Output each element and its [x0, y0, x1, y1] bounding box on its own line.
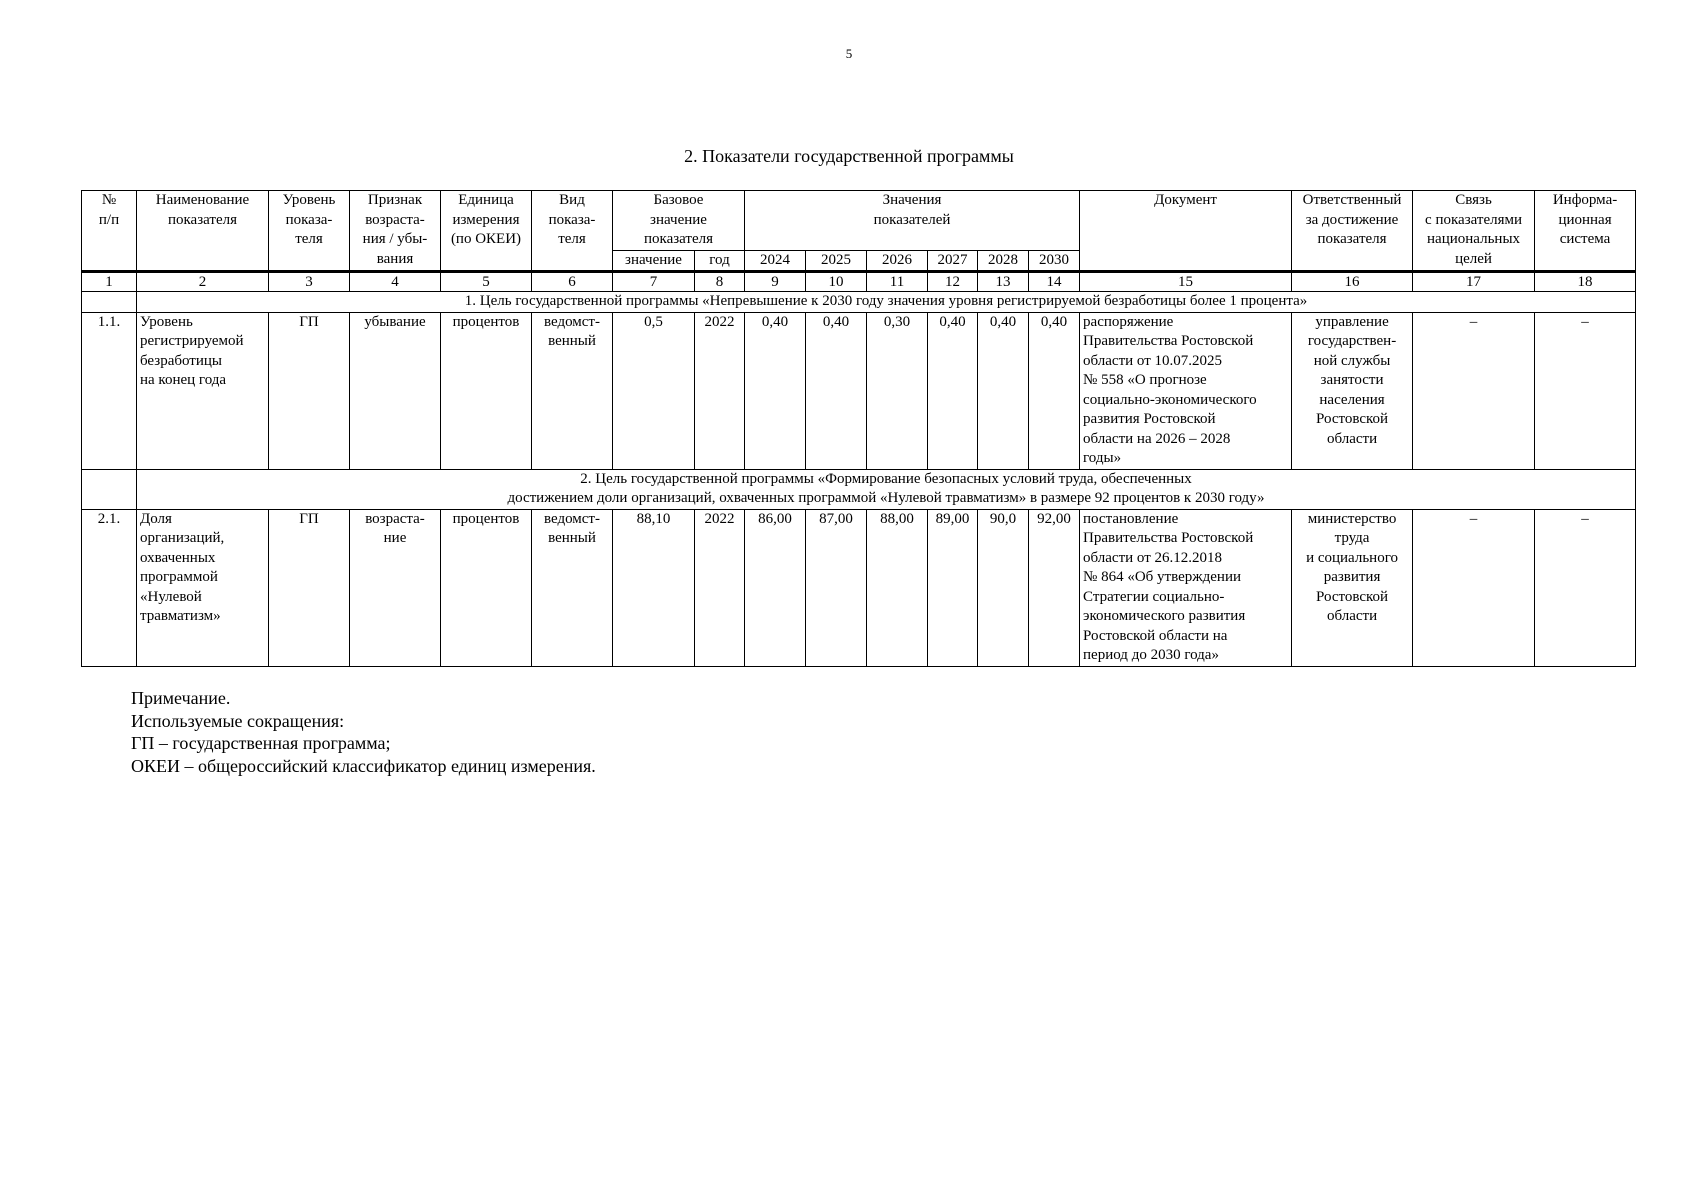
column-number: 11 — [867, 272, 928, 292]
text-line: с показателями — [1425, 211, 1523, 228]
text-line: Ростовской области на — [1083, 627, 1228, 644]
base-value: 88,10 — [613, 509, 695, 666]
column-number: 3 — [269, 272, 350, 292]
column-number: 4 — [350, 272, 441, 292]
year-value: 0,40 — [745, 312, 806, 469]
column-number: 7 — [613, 272, 695, 292]
column-number: 2 — [137, 272, 269, 292]
header-base-year: год — [695, 250, 745, 272]
notes-abbreviations-label: Используемые сокращения: — [131, 710, 345, 731]
header-year: 2024 — [745, 250, 806, 272]
text-line: показа- — [285, 211, 333, 228]
header-link — [1413, 191, 1535, 272]
text-line: труда — [1334, 530, 1370, 546]
text-line: № 558 «О прогнозе — [1083, 372, 1207, 388]
goal-row — [82, 469, 1636, 509]
column-number: 15 — [1080, 272, 1292, 292]
indicators-table — [81, 190, 1636, 667]
column-number: 9 — [745, 272, 806, 292]
notes-abbreviation-gp: ГП – государственная программа; — [131, 733, 391, 753]
column-number: 5 — [441, 272, 532, 292]
info-system-cell: – — [1535, 509, 1636, 666]
text-line: государствен- — [1307, 333, 1397, 349]
text-line: Ростовской — [1315, 411, 1389, 427]
header-year: 2027 — [928, 250, 978, 272]
header-year: 2025 — [806, 250, 867, 272]
text-line: области от 26.12.2018 — [1083, 549, 1223, 566]
year-value: 0,40 — [928, 312, 978, 469]
column-number: 6 — [532, 272, 613, 292]
base-value: 0,5 — [613, 312, 695, 469]
base-year: 2022 — [695, 312, 745, 469]
column-number: 10 — [806, 272, 867, 292]
text-line: экономического развития — [1083, 608, 1246, 624]
year-value: 0,40 — [1029, 312, 1080, 469]
text-line: постановление — [1083, 510, 1179, 527]
year-value: 88,00 — [867, 509, 928, 666]
year-value: 86,00 — [745, 509, 806, 666]
indicator-type — [532, 312, 613, 469]
text-line: Информа- — [1552, 192, 1618, 208]
base-year: 2022 — [695, 509, 745, 666]
text-line: показателя — [1317, 231, 1387, 247]
text-line: Правительства Ростовской — [1083, 333, 1254, 349]
header-responsible — [1292, 191, 1413, 272]
column-number: 16 — [1292, 272, 1413, 292]
text-line: безработицы — [140, 352, 222, 369]
header-base-value: значение — [613, 250, 695, 272]
header-unit — [441, 191, 532, 272]
responsible-cell — [1292, 312, 1413, 469]
link-cell: – — [1413, 509, 1535, 666]
document-cell — [1080, 509, 1292, 666]
header-year: 2028 — [978, 250, 1029, 272]
goal-row-empty-cell — [82, 469, 137, 509]
text-line: измерения — [452, 211, 520, 228]
text-line: ной службы — [1313, 352, 1391, 369]
header-row-top — [82, 191, 1636, 251]
indicator-level: ГП — [269, 509, 350, 666]
text-line: управление — [1315, 313, 1389, 330]
row-number: 1.1. — [82, 312, 137, 469]
text-line: годы» — [1083, 450, 1122, 466]
responsible-cell — [1292, 509, 1413, 666]
text-line: занятости — [1320, 372, 1384, 388]
text-line: п/п — [98, 211, 120, 228]
text-line: № 864 «Об утверждении — [1083, 569, 1241, 585]
column-number: 12 — [928, 272, 978, 292]
text-line: развития Ростовской — [1083, 411, 1216, 427]
text-line: области — [1326, 430, 1378, 447]
text-line: целей — [1455, 250, 1492, 267]
link-cell: – — [1413, 312, 1535, 469]
text-line: и социального — [1306, 549, 1398, 566]
text-line: показателя — [167, 211, 238, 228]
header-info-system — [1535, 191, 1636, 272]
text-line: показателей — [873, 211, 951, 228]
text-line: показа- — [548, 211, 596, 228]
text-line: венный — [548, 530, 596, 546]
text-line: организаций, — [140, 530, 225, 546]
column-number-row — [82, 272, 1636, 292]
year-value: 90,0 — [978, 509, 1029, 666]
text-line: 2. Цель государственной программы «Формирование безопасных условий труда, обеспеченных — [580, 470, 1192, 487]
column-number: 1 — [82, 272, 137, 292]
text-line: «Нулевой — [140, 588, 202, 605]
header-type — [532, 191, 613, 272]
column-number: 8 — [695, 272, 745, 292]
indicator-unit: процентов — [441, 312, 532, 469]
text-line: программой — [140, 569, 218, 585]
indicator-name — [137, 312, 269, 469]
year-value: 0,30 — [867, 312, 928, 469]
year-value: 89,00 — [928, 509, 978, 666]
text-line: (по ОКЕИ) — [450, 231, 522, 247]
text-line: Наименование — [155, 192, 250, 208]
header-level — [269, 191, 350, 272]
text-line: ния / убы- — [362, 231, 428, 247]
text-line: вания — [376, 250, 414, 267]
text-line: Уровень — [140, 313, 193, 330]
header-values — [745, 191, 1080, 251]
header-year: 2026 — [867, 250, 928, 272]
goal-row-empty-cell — [82, 292, 137, 313]
text-line: Признак — [367, 192, 423, 208]
indicator-trend — [350, 509, 441, 666]
notes-abbreviation-okei: ОКЕИ – общероссийский классификатор единиц измерения. — [131, 755, 596, 776]
text-line: Связь — [1455, 192, 1492, 208]
text-line: министерство — [1307, 510, 1397, 527]
text-line: возраста- — [365, 211, 425, 228]
year-value: 92,00 — [1029, 509, 1080, 666]
text-line: населения — [1319, 391, 1385, 408]
text-line: Базовое — [653, 192, 704, 208]
info-system-cell: – — [1535, 312, 1636, 469]
column-number: 17 — [1413, 272, 1535, 292]
text-line: Ростовской — [1315, 588, 1389, 605]
table-row — [82, 312, 1636, 469]
text-line: Уровень — [282, 192, 336, 208]
text-line: области от 10.07.2025 — [1083, 352, 1223, 369]
text-line: травматизм» — [140, 608, 221, 624]
text-line: период до 2030 года» — [1083, 647, 1219, 663]
page-number: 5 — [845, 46, 853, 61]
indicator-type — [532, 509, 613, 666]
text-line: развития — [1323, 569, 1381, 585]
text-line: Единица — [458, 192, 514, 208]
year-value: 0,40 — [806, 312, 867, 469]
text-line: Вид — [559, 192, 585, 208]
text-line: национальных — [1427, 231, 1521, 247]
column-number: 18 — [1535, 272, 1636, 292]
text-line: теля — [558, 231, 586, 247]
header-trend — [350, 191, 441, 272]
text-line: Ответственный — [1302, 192, 1402, 208]
indicator-trend: убывание — [350, 312, 441, 469]
text-line: венный — [548, 333, 596, 349]
text-line: ведомст- — [543, 313, 600, 330]
text-line: социально-экономического — [1083, 391, 1257, 408]
indicator-name — [137, 509, 269, 666]
header-year: 2030 — [1029, 250, 1080, 272]
header-no — [82, 191, 137, 272]
text-line: области на 2026 – 2028 — [1083, 430, 1231, 447]
goal-2-text — [137, 469, 1636, 509]
document-cell — [1080, 312, 1292, 469]
text-line: система — [1559, 231, 1611, 247]
text-line: ние — [383, 530, 407, 546]
text-line: области — [1326, 608, 1378, 624]
year-value: 0,40 — [978, 312, 1029, 469]
page-title: 2. Показатели государственной программы — [684, 146, 1014, 166]
text-line: распоряжение — [1083, 313, 1174, 330]
text-line: на конец года — [140, 372, 227, 388]
text-line: теля — [295, 231, 323, 247]
text-line: Значения — [882, 192, 942, 208]
notes — [131, 687, 596, 777]
text-line: № — [101, 192, 117, 208]
text-line: Доля — [140, 510, 172, 527]
goal-1-text: 1. Цель государственной программы «Непревышение к 2030 году значения уровня регистрируемой безработицы более 1 процента» — [137, 292, 1636, 313]
text-line: ведомст- — [543, 510, 600, 527]
header-base — [613, 191, 745, 251]
text-line: достижением доли организаций, охваченных программой «Нулевой травматизм» в размере 92 процентов к 2030 году» — [507, 490, 1265, 506]
text-line: возраста- — [365, 510, 425, 527]
column-number: 13 — [978, 272, 1029, 292]
text-line: за достижение — [1305, 211, 1399, 228]
text-line: Правительства Ростовской — [1083, 530, 1254, 546]
text-line: Стратегии социально- — [1083, 588, 1225, 605]
indicator-unit: процентов — [441, 509, 532, 666]
notes-heading: Примечание. — [131, 688, 231, 708]
text-line: регистрируемой — [140, 333, 244, 349]
table-row — [82, 509, 1636, 666]
goal-row — [82, 292, 1636, 313]
text-line: охваченных — [140, 549, 216, 566]
indicator-level: ГП — [269, 312, 350, 469]
text-line: ционная — [1558, 211, 1612, 228]
year-value: 87,00 — [806, 509, 867, 666]
text-line: значение — [650, 211, 707, 228]
row-number: 2.1. — [82, 509, 137, 666]
text-line: показателя — [643, 231, 714, 247]
header-document: Документ — [1080, 191, 1292, 272]
header-name — [137, 191, 269, 272]
column-number: 14 — [1029, 272, 1080, 292]
